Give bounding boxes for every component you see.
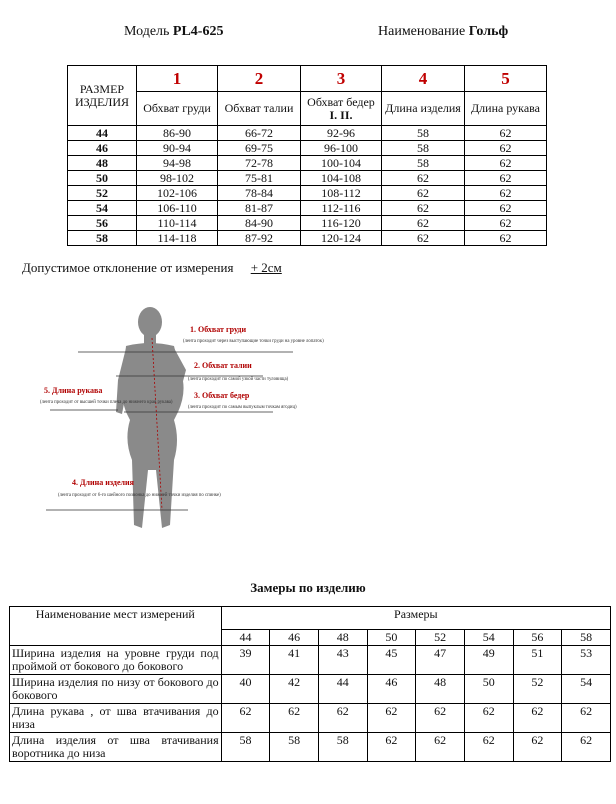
value-cell: 62: [382, 216, 465, 231]
name-line: [378, 24, 508, 40]
value-cell: 102-106: [137, 186, 218, 201]
value-cell: 106-110: [137, 201, 218, 216]
measure-value: 62: [367, 704, 416, 733]
value-cell: 58: [382, 156, 465, 171]
value-cell: 58: [382, 141, 465, 156]
measure-value: 43: [318, 646, 367, 675]
label-chest: 1. Обхват груди: [190, 325, 247, 334]
measure-value: 62: [513, 733, 562, 762]
label-waist-note: (лента проходит по самой узкой части туловища): [188, 377, 289, 382]
measure-value: 41: [270, 646, 319, 675]
measure-value: 62: [513, 704, 562, 733]
name-label: Наименование: [378, 24, 466, 39]
value-cell: 116-120: [301, 216, 382, 231]
value-cell: 108-112: [301, 186, 382, 201]
value-cell: 58: [382, 126, 465, 141]
label-hips: 3. Обхват бедер: [194, 391, 250, 400]
size-cell: 58: [68, 231, 137, 246]
value-cell: 62: [465, 171, 547, 186]
measure-value: 45: [367, 646, 416, 675]
value-cell: 94-98: [137, 156, 218, 171]
size-column-header: 46: [270, 630, 319, 646]
column-number: 1: [137, 66, 218, 92]
measure-name-header: [10, 607, 222, 646]
value-cell: 114-118: [137, 231, 218, 246]
value-cell: 62: [465, 201, 547, 216]
size-row: [68, 231, 547, 246]
value-cell: 100-104: [301, 156, 382, 171]
size-cell: 44: [68, 126, 137, 141]
measure-value: 62: [416, 733, 465, 762]
measurement-figure: [38, 300, 324, 540]
measure-value: 42: [270, 675, 319, 704]
value-cell: 62: [465, 231, 547, 246]
size-cell: 46: [68, 141, 137, 156]
measure-label: Ширина изделия по низу от бокового до бокового: [10, 675, 222, 704]
measure-row: [10, 675, 611, 704]
label-length-note: (лента проходит от 6-го шейного позвонка до нижней точки изделия по спинке): [58, 493, 221, 498]
value-cell: 62: [382, 171, 465, 186]
measure-value: 58: [318, 733, 367, 762]
size-column-header: 56: [513, 630, 562, 646]
name-value: Гольф: [468, 24, 509, 39]
value-cell: 104-108: [301, 171, 382, 186]
value-cell: 78-84: [218, 186, 301, 201]
label-sleeve-note: (лента проходит от высшей точки плеча до нижнего края рукава): [40, 400, 173, 405]
measure-value: 62: [464, 704, 513, 733]
size-cell: 52: [68, 186, 137, 201]
measure-value: 52: [513, 675, 562, 704]
measure-value: 62: [562, 733, 611, 762]
value-cell: 98-102: [137, 171, 218, 186]
measure-value: 46: [367, 675, 416, 704]
column-header: Длина рукава: [465, 92, 547, 126]
size-row: [68, 201, 547, 216]
model-line: [124, 24, 223, 40]
tolerance-note: [22, 260, 282, 276]
measure-value: 62: [318, 704, 367, 733]
measure-row: [10, 733, 611, 762]
value-cell: 90-94: [137, 141, 218, 156]
label-waist: 2. Обхват талии: [194, 361, 252, 370]
value-cell: 69-75: [218, 141, 301, 156]
figure-labels: [40, 325, 324, 498]
measure-value: 48: [416, 675, 465, 704]
measure-value: 58: [270, 733, 319, 762]
size-corner-header: РАЗМЕР ИЗДЕЛИЯ: [68, 66, 137, 126]
value-cell: 62: [465, 186, 547, 201]
size-cell: 50: [68, 171, 137, 186]
value-cell: 84-90: [218, 216, 301, 231]
column-header: Обхват талии: [218, 92, 301, 126]
label-hips-note: (лента проходит по самым выпуклым точкам ягодиц): [188, 405, 297, 410]
size-column-header: 44: [221, 630, 270, 646]
model-label: Модель: [124, 24, 170, 39]
measure-label: Длина изделия от шва втачивания воротника до низа: [10, 733, 222, 762]
value-cell: 66-72: [218, 126, 301, 141]
value-cell: 87-92: [218, 231, 301, 246]
label-length: 4. Длина изделия: [72, 478, 134, 487]
label-sleeve: 5. Длина рукава: [44, 386, 103, 395]
value-cell: 62: [465, 141, 547, 156]
model-value: PL4-625: [172, 24, 224, 39]
measure-value: 62: [562, 704, 611, 733]
measurements-table: [9, 606, 611, 762]
value-cell: 62: [465, 156, 547, 171]
measure-value: 62: [367, 733, 416, 762]
value-cell: 112-116: [301, 201, 382, 216]
measure-value: 62: [416, 704, 465, 733]
measure-value: 44: [318, 675, 367, 704]
size-column-header: 48: [318, 630, 367, 646]
size-row: [68, 186, 547, 201]
measure-value: 53: [562, 646, 611, 675]
size-cell: 54: [68, 201, 137, 216]
label-chest-note: (лента проходит через выступающие точки груди на уровне лопаток): [183, 339, 324, 344]
measure-value: 62: [221, 704, 270, 733]
measure-value: 54: [562, 675, 611, 704]
column-number: 4: [382, 66, 465, 92]
hip-header-text: Обхват бедер: [307, 94, 375, 109]
value-cell: 72-78: [218, 156, 301, 171]
size-column-header: 50: [367, 630, 416, 646]
size-cell: 48: [68, 156, 137, 171]
value-cell: 62: [382, 201, 465, 216]
size-column-header: 52: [416, 630, 465, 646]
size-column-header: 58: [562, 630, 611, 646]
column-number: 5: [465, 66, 547, 92]
measure-row: [10, 646, 611, 675]
measure-value: 49: [464, 646, 513, 675]
size-row: [68, 156, 547, 171]
value-cell: 120-124: [301, 231, 382, 246]
tolerance-text: Допустимое отклонение от измерения: [22, 260, 234, 275]
column-header: Обхват груди: [137, 92, 218, 126]
size-column-header: 54: [464, 630, 513, 646]
value-cell: 62: [465, 216, 547, 231]
measurements-title: Замеры по изделию: [250, 580, 366, 595]
size-row: [68, 216, 547, 231]
value-cell: 75-81: [218, 171, 301, 186]
size-row: [68, 141, 547, 156]
sizes-header: Размеры: [221, 607, 610, 630]
column-header: Длина изделия: [382, 92, 465, 126]
measure-name-header-text: Наименование мест измерений: [35, 607, 195, 621]
value-cell: 86-90: [137, 126, 218, 141]
column-number: 2: [218, 66, 301, 92]
measure-label: Ширина изделия на уровне груди под проймой от бокового до бокового: [10, 646, 222, 675]
measure-row: [10, 704, 611, 733]
measure-value: 39: [221, 646, 270, 675]
measure-label: Длина рукава , от шва втачивания до низа: [10, 704, 222, 733]
value-cell: 110-114: [137, 216, 218, 231]
value-cell: 96-100: [301, 141, 382, 156]
size-cell: 56: [68, 216, 137, 231]
measure-value: 51: [513, 646, 562, 675]
size-chart-table: [67, 65, 547, 246]
hip-header-sub: I. II.: [329, 107, 353, 122]
tolerance-value: + 2см: [250, 260, 282, 275]
size-row: [68, 126, 547, 141]
value-cell: 62: [382, 231, 465, 246]
size-row: [68, 171, 547, 186]
measure-value: 58: [221, 733, 270, 762]
column-header: [301, 92, 382, 126]
value-cell: 62: [465, 126, 547, 141]
measure-value: 50: [464, 675, 513, 704]
value-cell: 92-96: [301, 126, 382, 141]
measure-value: 62: [270, 704, 319, 733]
value-cell: 62: [382, 186, 465, 201]
value-cell: 81-87: [218, 201, 301, 216]
column-number: 3: [301, 66, 382, 92]
measure-value: 47: [416, 646, 465, 675]
measure-value: 40: [221, 675, 270, 704]
measure-value: 62: [464, 733, 513, 762]
